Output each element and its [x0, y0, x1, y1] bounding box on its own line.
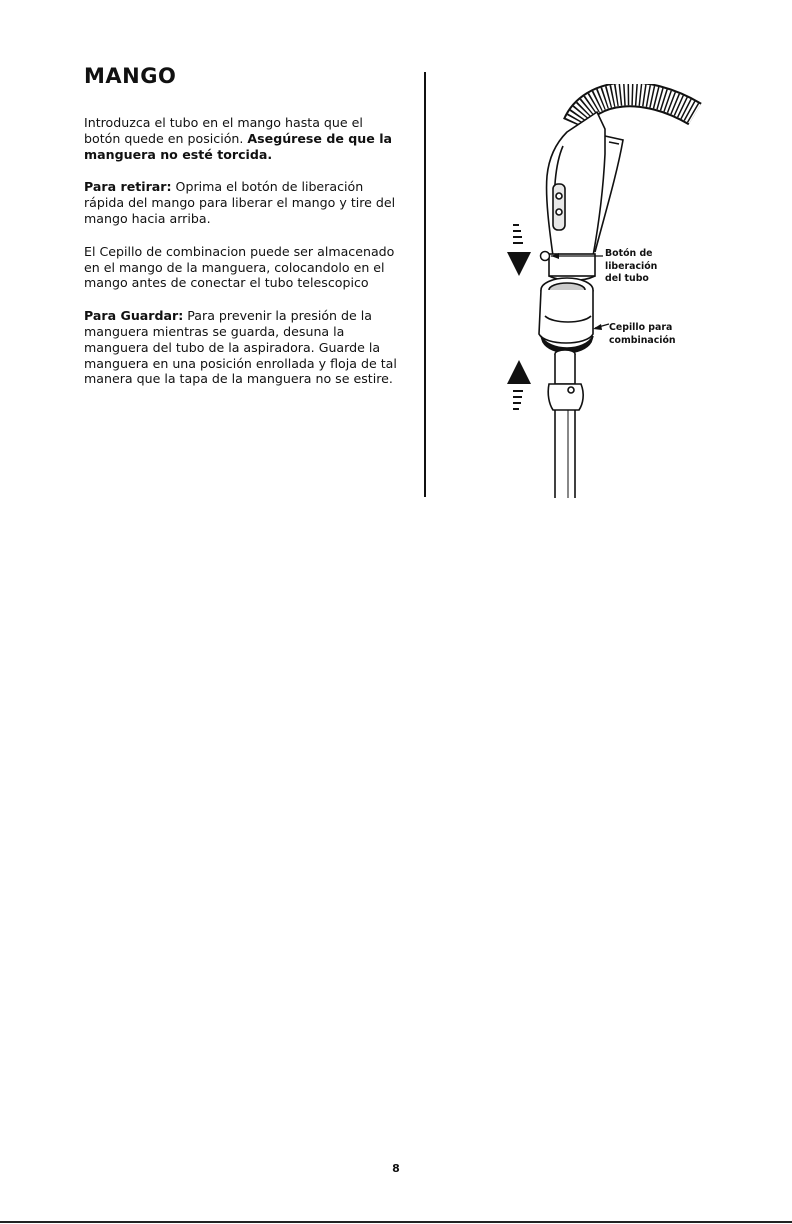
release-callout-line-1: Botón de [605, 248, 653, 259]
down-arrow-icon [507, 224, 531, 276]
release-button-icon [541, 252, 550, 261]
paragraph-storage [84, 308, 406, 387]
brush-callout-line-2: combinación [609, 334, 676, 346]
brush-storage-text: El Cepillo de combinacion puede ser almacenado en el mango de la manguera, colocandolo en el mango antes de conectar el tubo telescopico [84, 243, 395, 291]
page-number: 8 [392, 1162, 400, 1175]
combination-brush-callout [609, 322, 689, 347]
brush-callout-line-1: Cepillo para [609, 322, 673, 333]
insert-tube-line-2a: botón quede en posición. [84, 130, 248, 146]
insert-tube-line-3: manguera no esté torcida. [84, 146, 273, 162]
insert-tube-line-1: Introduzca el tubo en el mango hasta que el [84, 115, 363, 130]
paragraph-remove [84, 179, 406, 226]
remove-text: Oprima el botón de liberación rápida del mango para liberar el mango y tire del mango hacia arriba. [84, 179, 396, 226]
telescopic-tube-icon [548, 350, 583, 498]
up-arrow-icon [507, 360, 531, 410]
storage-text: Para prevenir la presión de la manguera mientras se guarda, desuna la manguera del tubo de la aspiradora. Guarde la manguera en una posición enrollada y floja de tal manera que la tapa de la manguera no se estire. [84, 308, 397, 387]
bottom-rule [0, 1221, 792, 1223]
brush-leader-arrow [593, 324, 602, 330]
release-callout-line-2: liberación [605, 260, 658, 272]
combination-brush-icon [539, 278, 593, 353]
release-callout-line-3: del tubo [605, 273, 649, 284]
storage-lead: Para Guardar: [84, 308, 184, 324]
column-divider [424, 72, 426, 497]
instructions-column [84, 115, 406, 404]
section-title: MANGO [84, 64, 177, 88]
hose-handle-drawing [505, 84, 705, 500]
paragraph-brush-storage [84, 244, 406, 291]
remove-lead: Para retirar: [84, 179, 172, 195]
release-button-callout [605, 248, 685, 286]
paragraph-insert-tube [84, 115, 406, 162]
insert-tube-line-2b: Asegúrese de que la [247, 130, 393, 146]
hose-handle-illustration [505, 84, 705, 500]
